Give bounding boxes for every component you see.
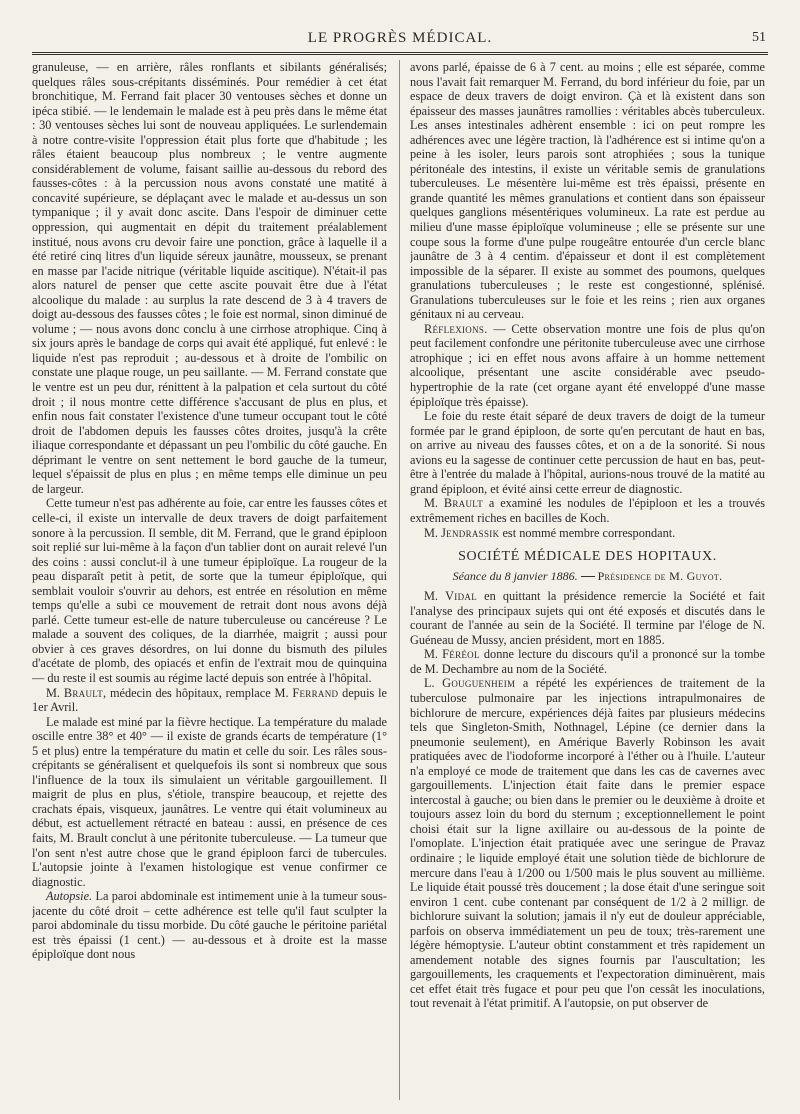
author-name: Gouguenheim — [442, 676, 516, 691]
right-column — [410, 60, 765, 1105]
paragraph: M. Féréol donne lecture du discours qu'il a prononcé sur la tombe de M. Dechambre au nom de la Société. — [410, 647, 765, 676]
page-header — [32, 26, 768, 55]
session-date: Séance du 8 janvier 1886. — [452, 568, 578, 583]
session-line — [410, 569, 765, 584]
paragraph: Autopsie. La paroi abdominale est intimement unie à la tumeur sous-jacente du côté droit – cette adhérence est telle qu'il faut sculpter la paroi abdominale du tissu morbide. Du côté gauche le péritoine pariétal est très épaissi (1 cent.) — au-dessous et à droite est la masse épiploïque dont nous — [32, 889, 387, 962]
paragraph: M. Jendrassik est nommé membre correspondant. — [424, 525, 676, 540]
paragraph: Le malade est miné par la fièvre hectique. La température du malade oscille entre 38° et 40° — il existe de grands écarts de température (1° 5 et plus) entre la température du matin et celle du soir. Les râles sous-crépitants se généralisent et quelquefois ils sont si nombreux que sous l'influence de la toux ils simulaient un véritable gargouillement. Il maigrit de plus en plus, s'étiole, transpire beaucoup, et rejette des crachats épais, visqueux, jaunâtres. Le ventre qui était volumineux au début, est actuellement rétracté en bateau : aussi, en présence de ces faits, M. Brault conclut à une péritonite tuberculeuse. — La tumeur que l'on sent n'est autre chose que le grand épiploon farci de tubercules. L'autopsie jointe à l'examen histologique est venue confirmer ce diagnostic. — [32, 714, 387, 889]
section-title: SOCIÉTÉ MÉDICALE DES HOPITAUX. — [458, 549, 717, 565]
section-label: Autopsie. — [46, 889, 93, 904]
column-divider — [399, 60, 400, 1100]
paragraph: L. Gouguenheim a répété les expériences de traitement de la tuberculose pulmonaire par les injections intrapulmonaires de bichlorure de mercure, expériences déjà faites par plusieurs médecins tels que Singleton-Smith, Nothnagel, Lépine (ce dernier dans la pneumonie seulement), en Amérique Baverly Robinson les avait pratiquées avec de l'iodoforme incorporé à l'éther ou à l'huile. L'auteur n'a employé ce mode de traitement que dans les cas de cavernes avec gargouillements. L'injection était faite dans le premier espace intercostal à gauche; ou bien dans le premier ou le deuxième à droite et toujours assez loin du bord du sternum ; exceptionnellement le point choisi était sur la ligne axillaire ou au-dessous de la pointe de l'omoplate. L'injection était pratiquée avec une seringue de Pravaz ordinaire ; le liquide employé était une solution tiède de bichlorure de mercure dans l'eau à 1/200 ou 1/500 mais le plus souvent au millième. Le liquide était poussé très doucement ; la dose était d'une seringue soit environ 1 cent. cube contenant par conséquent de 1/2 à 2 milligr. de bichlorure suivant la solution; jamais il n'y eut de douleur appréciable, parfois on observa immédiatement un peu de toux; très-rarement une légère hémoptysie. L'auteur obtint constamment et très rapidement un amendement notable des signes fournis par l'auscultation; les gargouillements, les craquements et l'expectoration diminuèrent, mais cet effet était très fugace et pour peu que l'on cessât les inoculations, tout revenait à l'état primitif. A l'autopsie, on put observer de — [410, 676, 765, 1011]
left-column — [32, 60, 387, 1105]
page-number: 51 — [752, 30, 766, 45]
author-name: Jendrassik — [441, 525, 500, 540]
paragraph: M. Brault a examiné les nodules de l'épiploon et les a trouvés extrêmement riches en bacilles de Koch. — [410, 496, 765, 525]
section-label: Réflexions. — [424, 321, 488, 336]
paragraph: Réflexions. — Cette observation montre une fois de plus qu'on peut facilement confondre une péritonite tuberculeuse avec une cirrhose atrophique ; ici en effet nous avons affaire à un homme nettement alcoolique, présentant une ascite considérable avec pseudo-hypertrophie de la rate (cet organe ayant été enveloppé d'une masse épiploïque très épaisse). — [410, 321, 765, 409]
author-name: Brault — [443, 496, 484, 511]
author-name: Féréol — [442, 647, 480, 662]
paragraph: M. Vidal en quittant la présidence remercie la Société et fait l'analyse des principaux sujets qui ont été exposés et discutés dans le courant de l'année au sein de la Société. Il termine par l'éloge de N. Guéneau de Mussy, ancien président, mort en 1885. — [410, 589, 765, 647]
paragraph: Cette tumeur n'est pas adhérente au foie, car entre les fausses côtes et celle-ci, il existe un intervalle de deux travers de doigt parfaitement sonore à la percussion. Il semble, dit M. Ferrand, que le grand épiploon soit replié sur lui-même à la façon d'un tablier dont on aurait relevé l'un des coins : aussi conclut-il à une tumeur épiploïque. La rougeur de la peau disparaît petit à petit, de sorte que la tumeur épiploïque, qui semblait vouloir s'ouvrir au dehors, est entrée en résolution en même temps qu'elle a subi ce mouvement de retrait dont nous avons déjà parlé. Cette tumeur est-elle de nature tuberculeuse ou cancéreuse ? Le malade a souvent des coliques, de la diarrhée, maigrit ; aussi pour obvier à ces graves désordres, on lui donne du bismuth des pilules d'acétate de plomb, des opiacés et enfin de l'extrait mou de quinquina — du reste il est soumis au régime lacté depuis son entrée à l'hôpital. — [32, 496, 387, 685]
journal-title: LE PROGRÈS MÉDICAL. — [307, 30, 493, 46]
author-name: Brault — [63, 685, 104, 700]
paragraph: M. Brault, médecin des hôpitaux, remplace M. Ferrand depuis le 1er Avril. — [32, 685, 387, 715]
paragraph: granuleuse, — en arrière, râles ronflants et sibilants généralisés; quelques râles sous-crépitants disséminés. Pour remédier à cet état bronchitique, M. Ferrand fait placer 30 ventouses sèches et donne un ipéca stibié. — le lendemain le malade est à peu près dans le même état : 30 ventouses sèches lui sont de nouveau appliquées. Le surlendemain à notre contre-visite l'oppression était plus forte que d'habitude ; les râles étaient beaucoup plus nombreux ; le ventre augmente considérablement de volume, faisant saillie au-dessous du rebord des fausses-côtes : à la percussion nous avons constaté une matité à concavité supérieure, se déplaçant avec le malade et au-dessus un son tympanique ; il y avait donc ascite. Dans l'espoir de diminuer cette oppression, qui augmentait en dépit du traitement préalablement institué, nous avons cru devoir faire une ponction, grâce à laquelle il a été retiré cinq litres d'un liquide séreux jaunâtre, mousseux, se prenant en masse par l'acide nitrique (véritable liquide ascitique). N'était-il pas alors naturel de penser que cette ascite pouvait être due à l'état alcoolique du malade : au surplus la rate descend de 3 à 4 travers de doigt au-dessous des fausses côtes ; le foie est normal, sinon diminué de volume ; — nous avons donc conclu à une cirrhose atrophique. Cinq à six jours après le bandage de corps qui avait été appliqué, fut enlevé : le liquide n'est pas reproduit ; au-dessous et à droite de l'ombilic on constate une plaque rouge, un peu saillante. — M. Ferrand constate que le ventre est un peu dur, rénittent à la palpation et cela surtout du côté droit ; il nous montre cette différence s'accusant de plus en plus, et enfin nous fait constater l'existence d'une tumeur occupant tout le côté droit de l'abdomen depuis les fausses côtes droites, jusqu'à la crête iliaque correspondante et dépassant un peu l'ombilic du côté gauche. En déprimant le ventre on sent nettement le bord gauche de la tumeur, lequel s'épaissit de plus en plus ; en même temps elle diminue un peu de largeur. — [32, 60, 387, 496]
paragraph: avons parlé, épaisse de 6 à 7 cent. au moins ; elle est séparée, comme nous l'avait fait remarquer M. Ferrand, du bord inférieur du foie, par un espace de deux travers de doigt environ. Çà et là existent dans son épaisseur des masses jaunâtres ramollies : véritables abcès tuberculeux. Les anses intestinales adhèrent ensemble : ici on peut rompre les adhérences avec une légère traction, là l'adhérence est si intime qu'on a peine à les isoler, leurs parois sont atrophiées ; sous la tunique péritonéale des intestins, il existe un véritable semis de granulations tuberculeuses. Le mésentère lui-même est très épaissi, présente en grande quantité les mêmes granulations et contient dans son épaisseur quelques ganglions mésentériques volumineux. La rate est perdue au milieu d'une masse épiploïque volumineuse ; elle se présente sur une coupe sous la forme d'une pulpe rougeâtre entourée d'un cercle blanc jaunâtre de 3 à 4 centim. d'épaisseur et dont il est complètement impossible de la séparer. Il existe au sommet des poumons, quelques granulations tuberculeuses ; le reste est congestionné, splénisé. Granulations tuberculeuses sur le foie et les reins ; rien aux organes génitaux ni au cerveau. — [410, 60, 765, 322]
author-name: Ferrand — [292, 685, 339, 700]
session-president: Présidence de M. Guyot. — [597, 568, 723, 583]
paragraph: Le foie du reste était séparé de deux travers de doigt de la tumeur formée par le grand épiploon, de sorte qu'en percutant de haut en bas, on arrive au niveau des fausses côtes, et on a de la sonorité. Si nous avions eu la sagesse de continuer cette percussion de haut en bas, peut-être à l'entrée du malade à l'hôpital, aurions-nous trouvé de la matité au grand épiploon, et évité ainsi cette erreur de diagnostic. — [410, 409, 765, 496]
author-name: Vidal — [445, 589, 477, 604]
